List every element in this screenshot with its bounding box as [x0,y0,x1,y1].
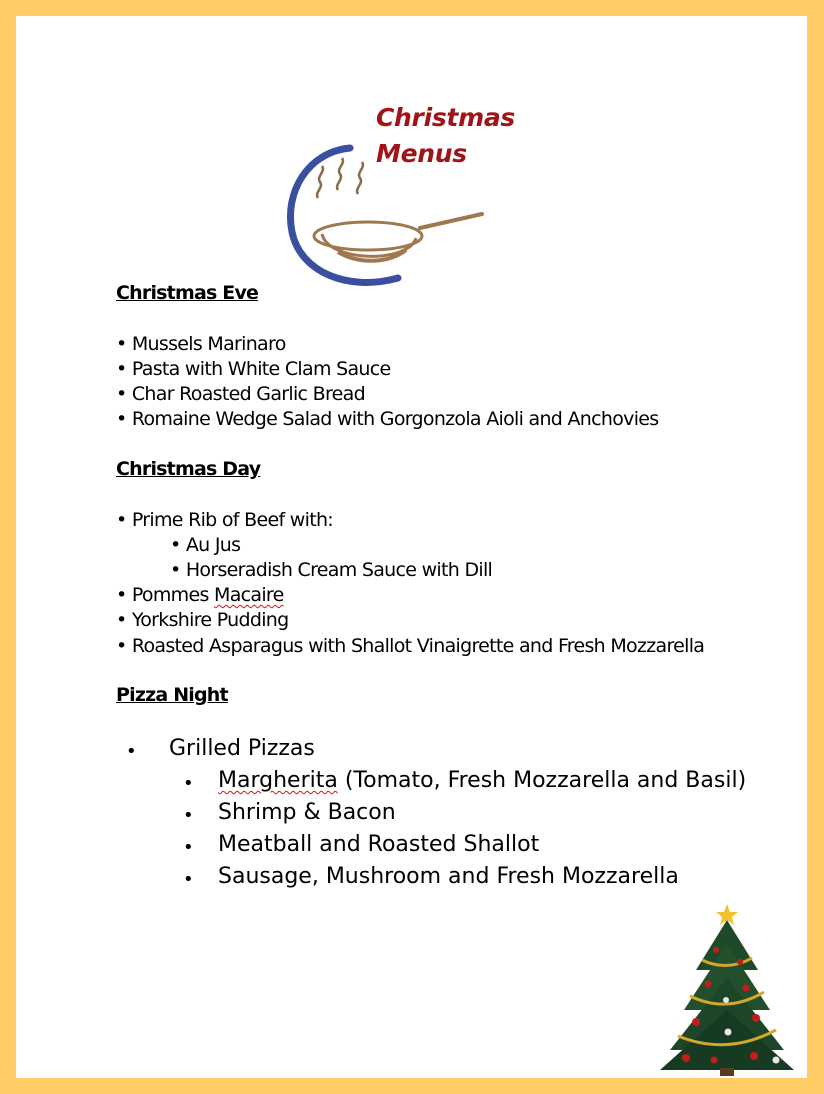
list-item: • Char Roasted Garlic Bread [116,383,365,405]
menu-page [16,16,807,1078]
spellcheck-word: Macaire [214,584,284,606]
list-item: Shrimp & Bacon [218,800,396,825]
list-item: • Roasted Asparagus with Shallot Vinaigrette and Fresh Mozzarella [116,635,705,657]
list-item: Grilled Pizzas [169,736,315,761]
list-item: • Yorkshire Pudding [116,609,289,631]
bullet: • [183,773,194,794]
bullet: • [183,837,194,858]
item-text: (Tomato, Fresh Mozzarella and Basil) [337,768,747,793]
bullet: • [183,805,194,826]
bullet: • [126,741,137,762]
item-text: • Pommes [116,584,214,606]
list-item: • Romaine Wedge Salad with Gorgonzola Aioli and Anchovies [116,408,659,430]
steaming-pan-icon [278,142,488,288]
list-item: • Au Jus [170,534,241,556]
list-item: • Pasta with White Clam Sauce [116,358,391,380]
title-line-2: Menus [376,139,467,168]
spellcheck-word: Margherita [218,768,338,793]
list-item: • Prime Rib of Beef with: [116,509,333,531]
list-item [218,768,746,793]
section-heading-christmas-eve: Christmas Eve [116,282,259,304]
list-item: • Horseradish Cream Sauce with Dill [170,559,493,581]
list-item [116,584,284,606]
section-heading-pizza-night: Pizza Night [116,684,228,706]
section-heading-christmas-day: Christmas Day [116,458,261,480]
list-item: Sausage, Mushroom and Fresh Mozzarella [218,864,679,889]
list-item: • Mussels Marinaro [116,333,286,355]
title-line-1: Christmas [376,103,515,132]
list-item: Meatball and Roasted Shallot [218,832,540,857]
bullet: • [183,869,194,890]
christmas-tree-icon [656,900,798,1078]
